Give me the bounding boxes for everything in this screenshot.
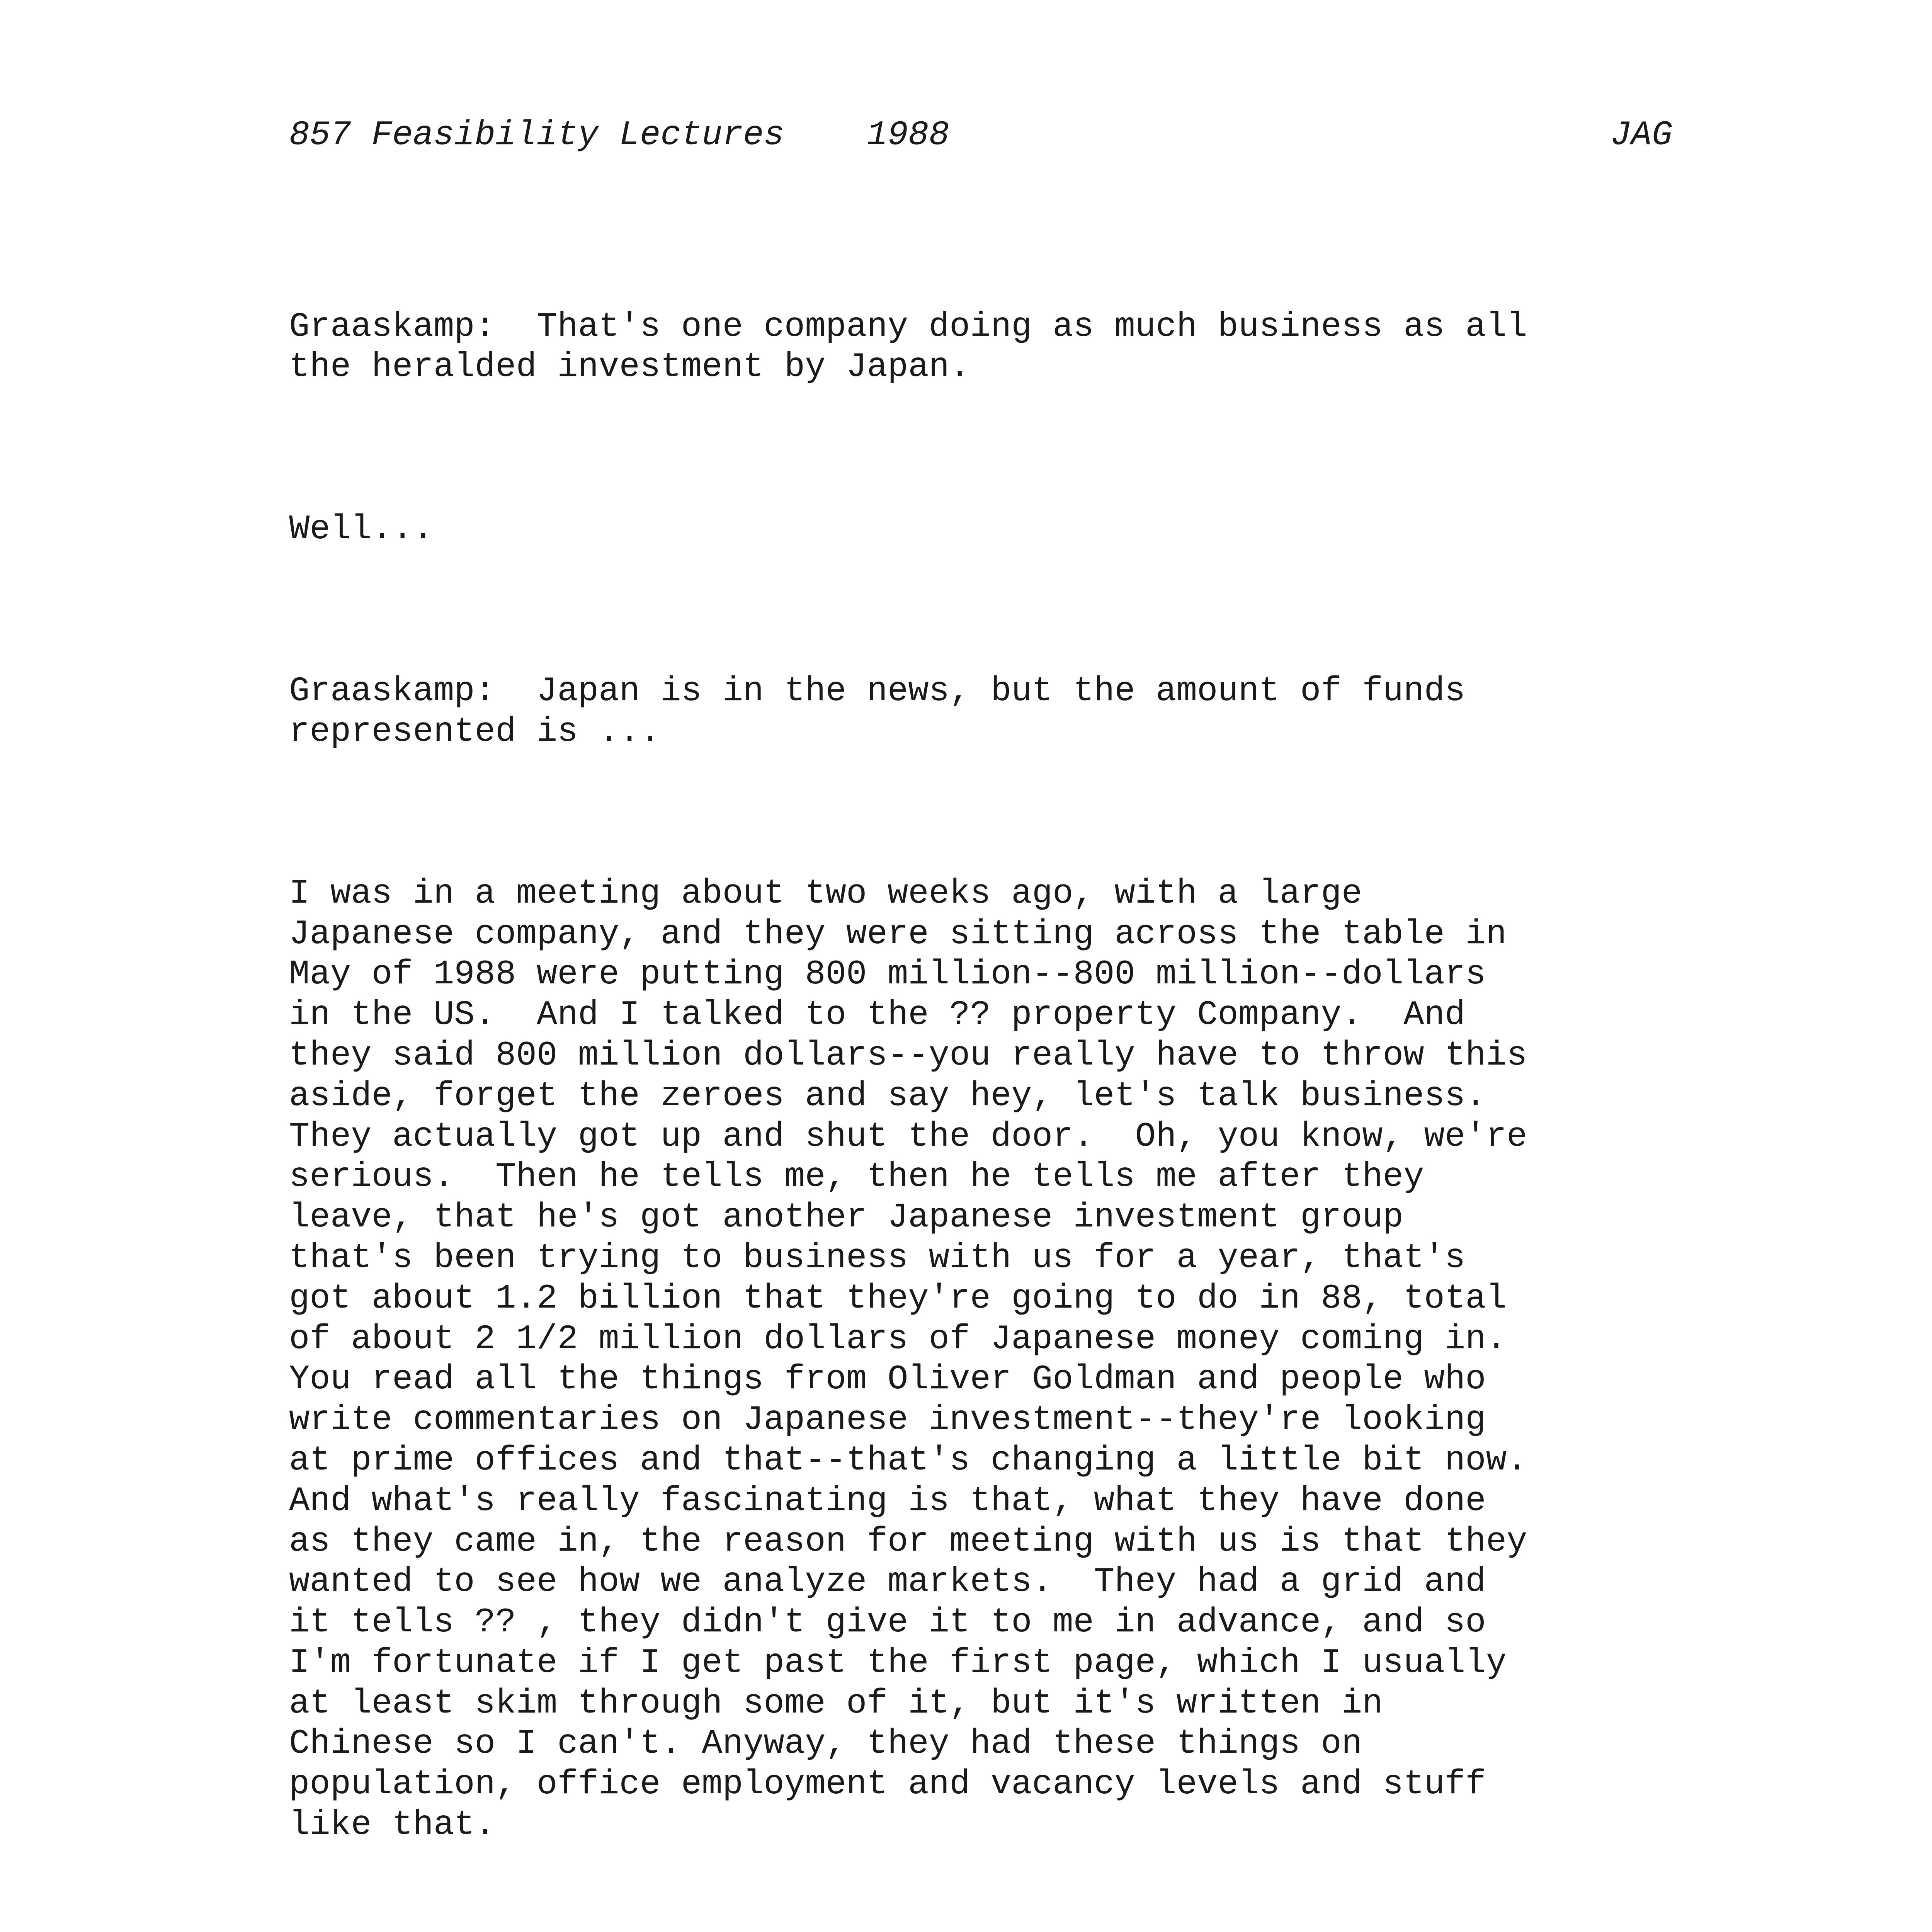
transcript-body <box>289 226 1688 1932</box>
paragraph: Graaskamp: That's one company doing as much business as all the heralded investment by Japan. <box>289 307 1527 387</box>
running-header <box>289 108 1672 162</box>
header-title: 857 Feasibility Lectures 1988 <box>289 116 950 155</box>
header-initials: JAG <box>1610 116 1672 155</box>
paragraph: I was in a meeting about two weeks ago, with a large Japanese company, and they were sitting across the table in May of 1988 were putting 800 million--800 million--dollars in the US. And I talked to the ?? property Company. And they said 800 million dollars--you really have to throw this aside, forget the zeroes and say hey, let's talk business. They actually got up and shut the door. Oh, you know, we're serious. Then he tells me, then he tells me after they leave, that he's got another Japanese investment group that's been trying to business with us for a year, that's got about 1.2 billion that they're going to do in 88, total of about 2 1/2 million dollars of Japanese money coming in. You read all the things from Oliver Goldman and people who write commentaries on Japanese investment--they're looking at prime offices and that--that's changing a little bit now. And what's really fascinating is that, what they have done as they came in, the reason for meeting with us is that they wanted to see how we analyze markets. They had a grid and it tells ?? , they didn't give it to me in advance, and so I'm fortunate if I get past the first page, which I usually at least skim through some of it, but it's written in Chinese so I can't. Anyway, they had these things on population, office employment and vacancy levels and stuff like that. <box>289 874 1527 1845</box>
paragraph: Graaskamp: Japan is in the news, but the amount of funds represented is ... <box>289 671 1466 751</box>
paragraph: Well... <box>289 509 434 549</box>
